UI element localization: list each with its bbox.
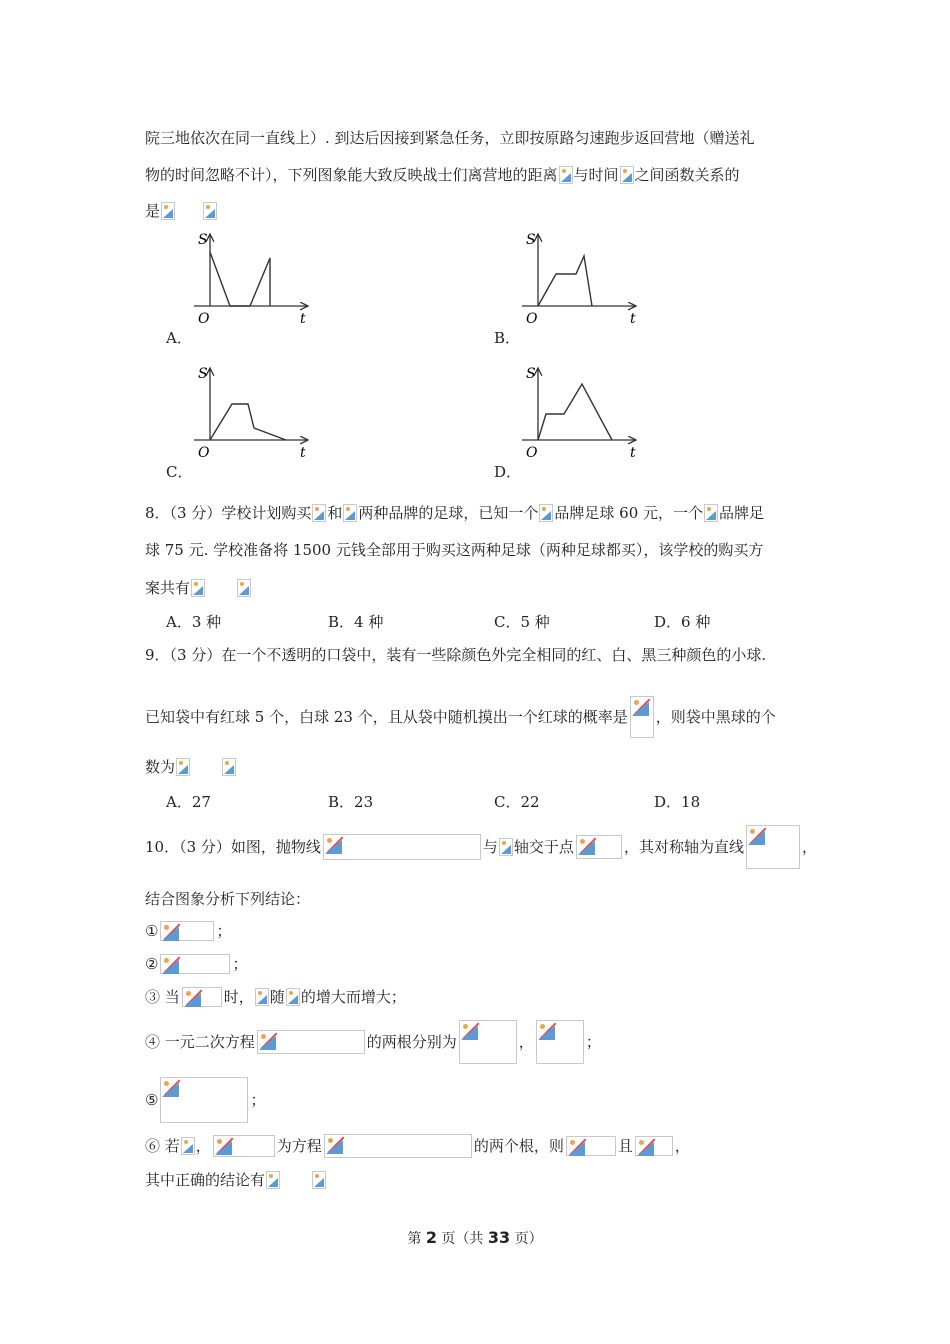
graph-b-label: B．: [494, 329, 521, 347]
graph-b: [518, 228, 648, 328]
page-total: 33: [487, 1228, 511, 1247]
formula-image-icon: [312, 504, 326, 522]
formula-image-icon: [181, 1137, 195, 1155]
q10-last-line: 其中正确的结论有: [145, 1169, 327, 1191]
formula-image-icon: [266, 1171, 280, 1189]
q10-conclusion-4: ④ 一元二次方程 的两根分别为 ， ；: [145, 1031, 601, 1053]
q10-conclusion-5: ⑤ ；: [145, 1089, 265, 1111]
formula-image-icon: [222, 758, 236, 776]
graph-a: [190, 228, 320, 328]
q9-option-d: D．18: [654, 793, 701, 811]
graph-c: [190, 362, 320, 462]
graph-c-label: C．: [166, 463, 193, 481]
q10-line2: 结合图象分析下列结论：: [145, 890, 311, 908]
formula-image: [182, 987, 222, 1007]
formula-image-icon: [237, 579, 251, 597]
formula-image-icon: [161, 202, 175, 220]
graph-d: [518, 362, 648, 462]
q9-line2: 已知袋中有红球 5 个，白球 23 个，且从袋中随机摸出一个红球的概率是 ，则袋中黑球的个: [145, 706, 776, 728]
q10-conclusion-1: ① ；: [145, 922, 232, 940]
formula-image: [536, 1020, 584, 1064]
formula-image: [213, 1135, 275, 1157]
graph-a-label: A．: [166, 329, 192, 347]
axis-label-t: t: [630, 311, 636, 327]
formula-image-icon: [559, 166, 573, 184]
axis-label-s: S: [526, 232, 536, 248]
q8-option-b: B．4 种: [328, 613, 384, 631]
formula-image-icon: [176, 758, 190, 776]
axis-label-s: S: [526, 366, 536, 382]
q7-line1: 院三地依次在同一直线上）. 到达后因接到紧急任务，立即按原路匀速跑步返回营地（赠送礼: [145, 129, 755, 147]
axis-label-t: t: [630, 445, 636, 461]
formula-image-icon: [286, 988, 300, 1006]
formula-image: [459, 1020, 517, 1064]
q9-option-b: B．23: [328, 793, 374, 811]
q8-option-d: D．6 种: [654, 613, 711, 631]
formula-image-icon: [255, 988, 269, 1006]
formula-image-icon: [539, 504, 553, 522]
formula-image: [160, 1077, 248, 1123]
q10-conclusion-6: ⑥ 若 ， 为方程 的两个根，则 且 ，: [145, 1135, 690, 1157]
axis-label-s: S: [198, 232, 208, 248]
formula-image: [257, 1030, 365, 1054]
page-number: 2: [425, 1228, 437, 1247]
formula-image-icon: [191, 579, 205, 597]
axis-label-t: t: [300, 445, 306, 461]
q10-conclusion-2: ② ；: [145, 955, 248, 973]
q9-line3: 数为: [145, 756, 237, 778]
graph-d-label: D．: [494, 463, 522, 481]
formula-image-icon: [343, 504, 357, 522]
q8-option-a: A．3 种: [166, 613, 222, 631]
formula-image: [324, 1134, 472, 1158]
formula-image: [160, 954, 230, 974]
q7-line2: 物的时间忽略不计），下列图象能大致反映战士们离营地的距离 与时间 之间函数关系的: [145, 166, 740, 184]
fraction-image: [630, 696, 654, 738]
formula-image: [160, 921, 214, 941]
formula-image-icon: [704, 504, 718, 522]
page-footer: 第 2 页（共 33 页）: [407, 1228, 543, 1247]
q8-line2: 球 75 元. 学校准备将 1500 元钱全部用于购买这两种足球（两种足球都买），该学校的购买方: [145, 541, 764, 559]
formula-image-icon: [620, 166, 634, 184]
origin-label: O: [526, 445, 538, 461]
q9-option-a: A．27: [166, 793, 211, 811]
formula-image-icon: [499, 838, 513, 856]
formula-image-icon: [203, 202, 217, 220]
origin-label: O: [198, 445, 210, 461]
origin-label: O: [198, 311, 210, 327]
q7-line3: 是: [145, 200, 218, 222]
origin-label: O: [526, 311, 538, 327]
formula-image-icon: [312, 1171, 326, 1189]
formula-image: [746, 825, 800, 869]
q10-line1: 10．（3 分）如图，抛物线 与 轴交于点 ，其对称轴为直线 ，: [145, 836, 817, 858]
formula-image: [576, 835, 622, 859]
axis-label-t: t: [300, 311, 306, 327]
axis-label-s: S: [198, 366, 208, 382]
q8-line1: 8．（3 分）学校计划购买 和 两种品牌的足球，已知一个 品牌足球 60 元，一个 品牌足: [145, 504, 765, 522]
q8-option-c: C．5 种: [494, 613, 550, 631]
formula-image: [566, 1136, 616, 1156]
q9-line1: 9．（3 分）在一个不透明的口袋中，装有一些除颜色外完全相同的红、白、黑三种颜色的小球.: [145, 646, 767, 664]
q8-line3: 案共有: [145, 577, 252, 599]
formula-image: [323, 834, 481, 860]
q10-conclusion-3: ③ 当 时， 随 的增大而增大；: [145, 988, 406, 1006]
q9-option-c: C．22: [494, 793, 540, 811]
formula-image: [635, 1136, 673, 1156]
